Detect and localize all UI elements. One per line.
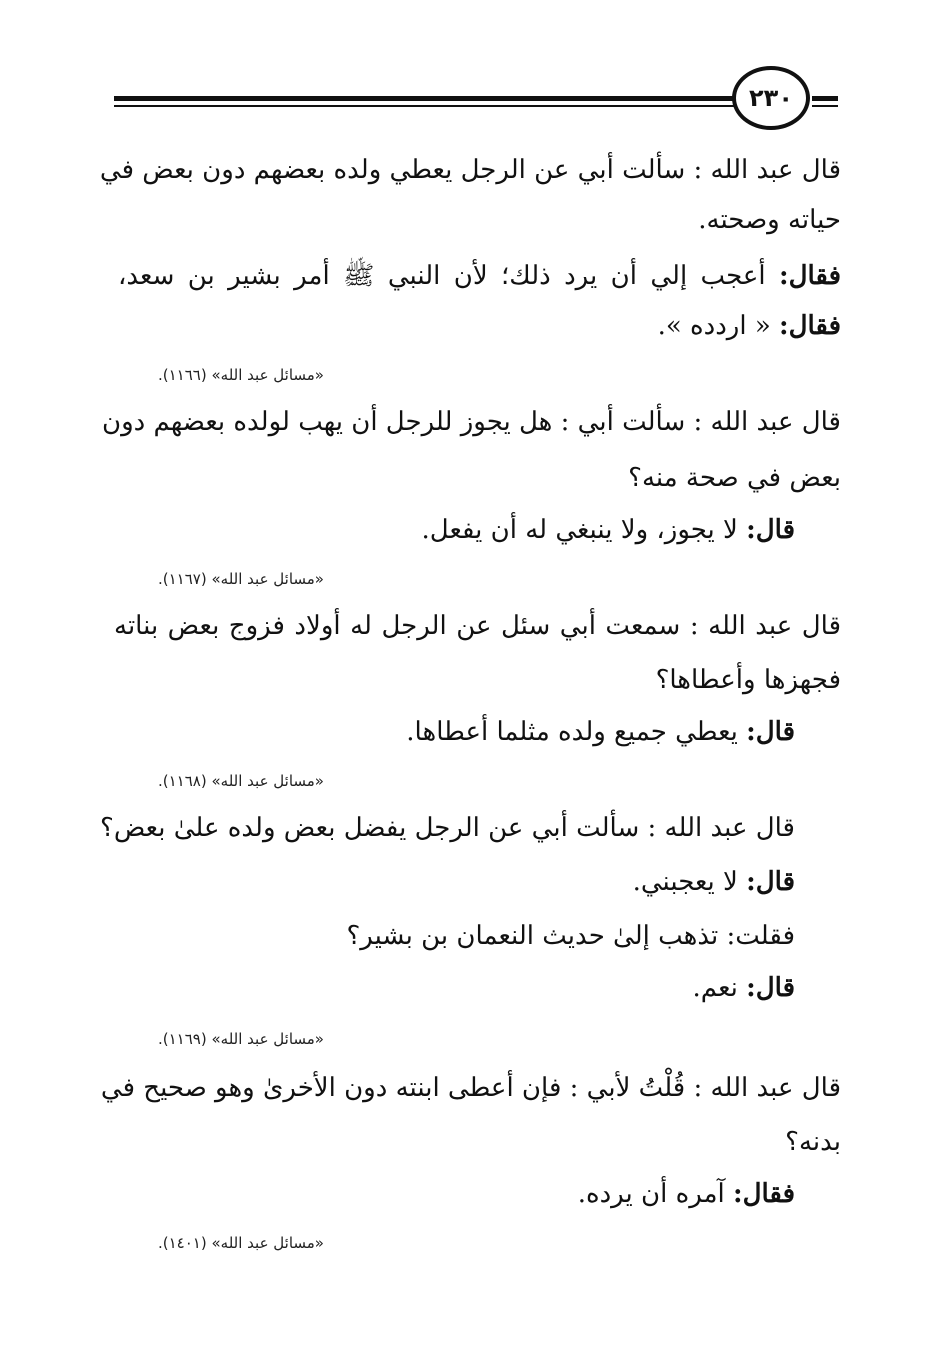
answer-lead: قال: <box>746 867 795 897</box>
entry-3-question-line-1: قال عبد الله : سمعت أبي سئل عن الرجل له أولاد فزوج بعض بناته <box>114 611 841 641</box>
answer-text: نعم. <box>692 973 738 1003</box>
page-number: ٢٣٠ <box>732 66 810 130</box>
answer-lead: فقلت: <box>726 921 795 951</box>
entry-2-question-line-1: قال عبد الله : سألت أبي : هل يجوز للرجل أن يهب لولده بعضهم دون <box>102 407 841 437</box>
entry-5-answer-1 <box>578 1174 795 1214</box>
answer-lead: فقال: <box>779 311 841 341</box>
answer-text: لا يجوز، ولا ينبغي له أن يفعل. <box>421 515 738 545</box>
entry-5-citation: «مسائل عبد الله» (١٤٠١). <box>158 1234 324 1252</box>
answer-lead: قال: <box>746 717 795 747</box>
answer-text: « اردده ». <box>657 311 771 341</box>
entry-4-answer-3 <box>693 968 795 1008</box>
header-rule <box>114 96 734 101</box>
entry-4-citation: «مسائل عبد الله» (١١٦٩). <box>158 1030 324 1048</box>
answer-text: تذهب إلىٰ حديث النعمان بن بشير؟ <box>346 921 719 951</box>
entry-1-citation: «مسائل عبد الله» (١١٦٦). <box>158 366 324 384</box>
answer-lead: قال: <box>746 973 795 1003</box>
header-rule-right-thin <box>812 105 838 107</box>
entry-4-answer-2 <box>346 916 795 956</box>
answer-lead: فقال: <box>779 261 841 291</box>
header-rule-right <box>812 96 838 101</box>
entry-1-answer-2 <box>658 306 841 346</box>
answer-text: لا يعجبني. <box>632 867 738 897</box>
entry-1-question-line-2: حياته وصحته. <box>698 205 841 235</box>
entry-2-question-line-2: بعض في صحة منه؟ <box>628 463 841 493</box>
entry-4-answer-1 <box>633 862 795 902</box>
entry-2-citation: «مسائل عبد الله» (١١٦٧). <box>158 570 324 588</box>
entry-3-answer-1 <box>406 712 795 752</box>
entry-3-citation: «مسائل عبد الله» (١١٦٨). <box>158 772 324 790</box>
entry-4-question-line-1: قال عبد الله : سألت أبي عن الرجل يفضل بعض ولده علىٰ بعض؟ <box>100 813 795 843</box>
entry-5-question-line-1: قال عبد الله : قُلْتُ لأبي : فإن أعطى ابنته دون الأخرىٰ وهو صحيح في <box>100 1073 841 1103</box>
answer-lead: فقال: <box>733 1179 795 1209</box>
answer-text: أعجب إلي أن يرد ذلك؛ لأن النبي ﷺ أمر بشير بن سعد، <box>118 261 766 291</box>
answer-text: آمره أن يرده. <box>577 1179 725 1209</box>
entry-3-question-line-2: فجهزها وأعطاها؟ <box>655 665 841 695</box>
entry-1-answer-1 <box>118 256 841 296</box>
entry-5-question-line-2: بدنه؟ <box>785 1127 841 1157</box>
answer-text: يعطي جميع ولده مثلما أعطاها. <box>406 717 738 747</box>
entry-2-answer-1 <box>421 510 795 550</box>
header-rule-thin <box>114 105 734 107</box>
entry-1-question-line-1: قال عبد الله : سألت أبي عن الرجل يعطي ولده بعضهم دون بعض في <box>99 155 841 185</box>
answer-lead: قال: <box>746 515 795 545</box>
